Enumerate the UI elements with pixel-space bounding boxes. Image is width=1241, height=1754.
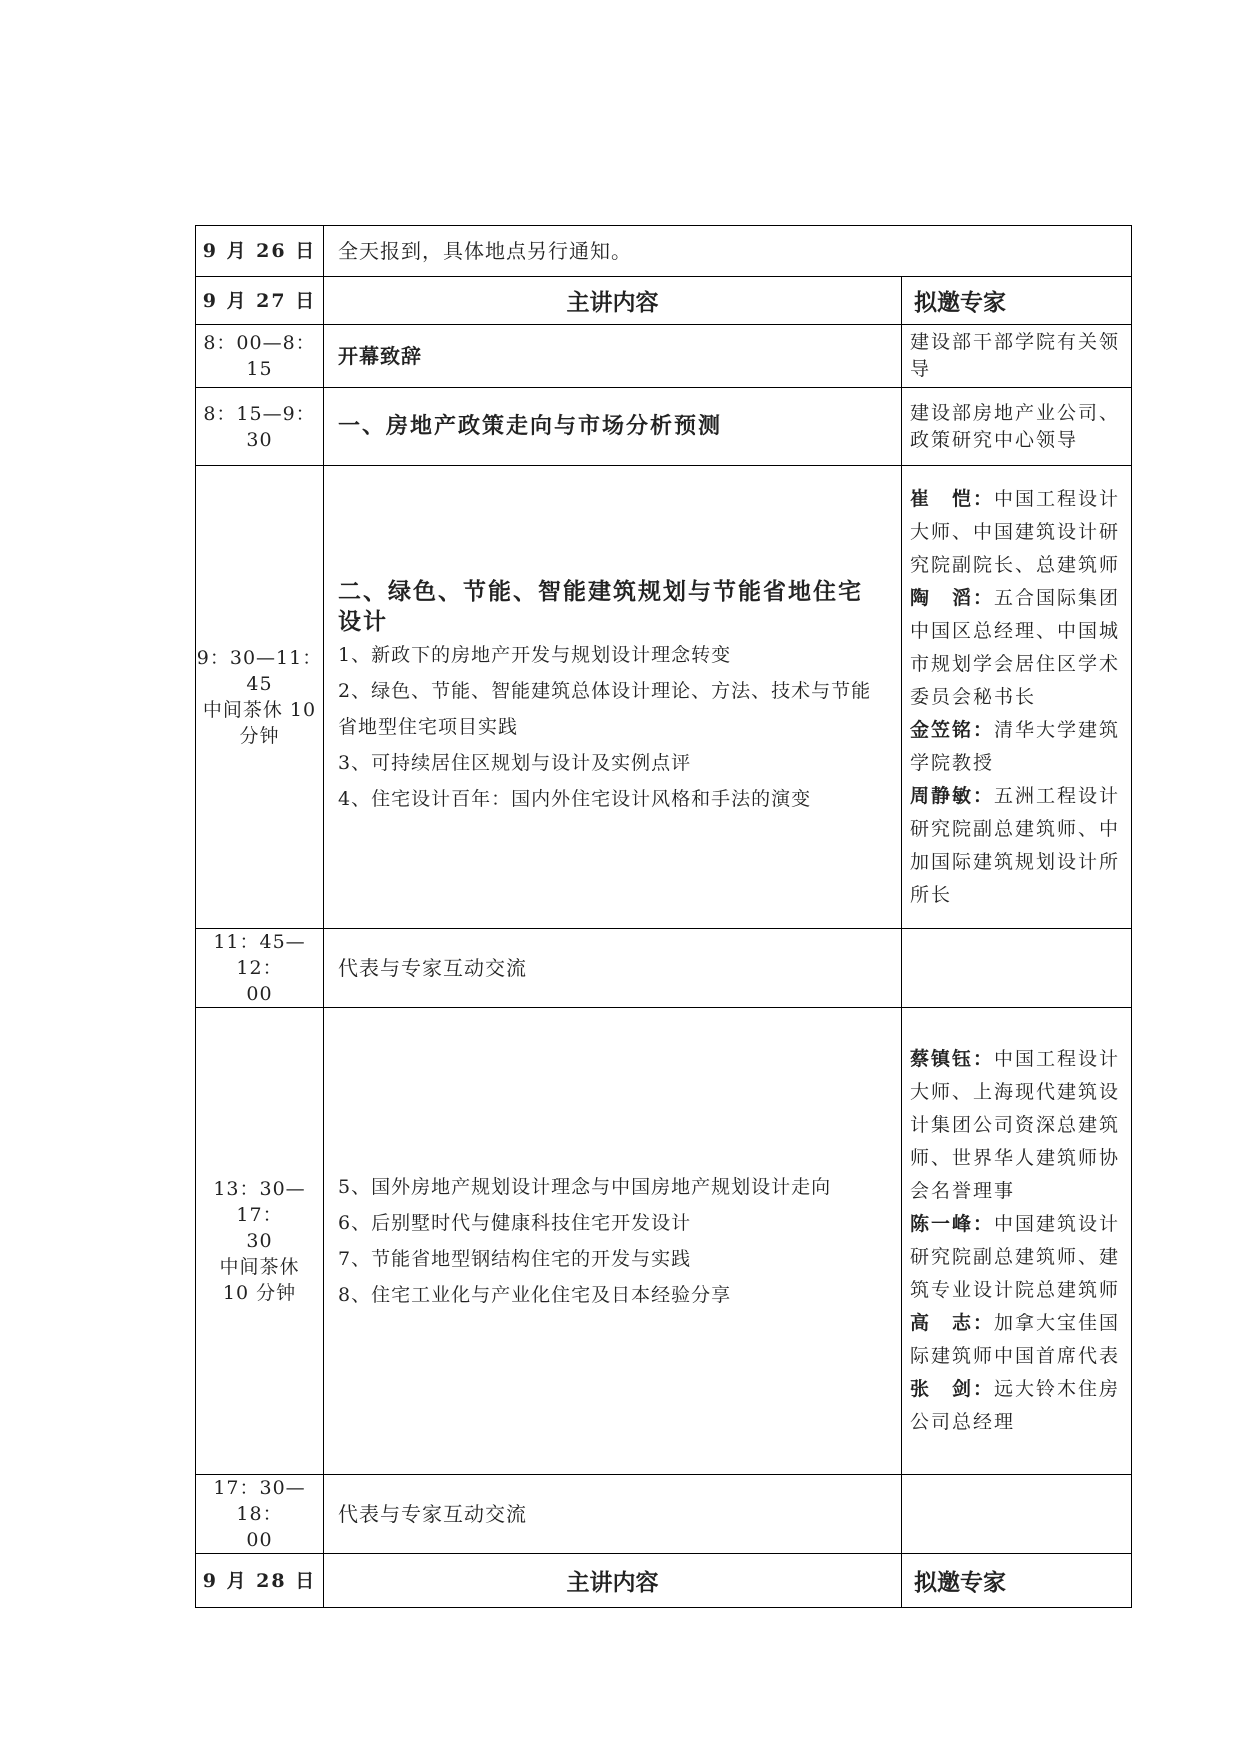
time-start: 17：30—18： [213, 1477, 306, 1525]
expert-entry [910, 780, 1123, 912]
time-end: 00 [246, 1529, 273, 1551]
list-item: 4、住宅设计百年：国内外住宅设计风格和手法的演变 [338, 788, 812, 810]
time-cell [196, 466, 324, 929]
experts-cell [902, 466, 1132, 929]
expert-entry [910, 582, 1123, 714]
experts-header: 拟邀专家 [902, 1554, 1132, 1608]
break-note: 10 分钟 [222, 1282, 297, 1304]
time-start: 13：30—17： [213, 1178, 306, 1226]
expert-entry [910, 1043, 1123, 1208]
content-header: 主讲内容 [324, 277, 902, 325]
experts-cell-empty [902, 929, 1132, 1008]
content-cell: 代表与专家互动交流 [324, 1475, 902, 1554]
registration-cell: 全天报到，具体地点另行通知。 [324, 226, 1132, 277]
date-label: 9 月 27 日 [202, 289, 317, 312]
expert-entry [910, 1307, 1123, 1373]
time-cell [196, 325, 324, 388]
expert-name: 张 剑： [910, 1378, 995, 1400]
expert-entry [910, 1373, 1123, 1439]
time-start: 8：00—8： [203, 332, 316, 354]
content-cell [324, 466, 902, 929]
content-header: 主讲内容 [324, 1554, 902, 1608]
table-row [196, 226, 1132, 277]
expert-entry [910, 1208, 1123, 1307]
date-cell [196, 277, 324, 325]
expert-name: 高 志： [910, 1312, 995, 1334]
session-title: 一、房地产政策走向与市场分析预测 [338, 413, 723, 439]
list-item: 8、住宅工业化与产业化住宅及日本经验分享 [338, 1284, 732, 1306]
list-item: 3、可持续居住区规划与设计及实例点评 [338, 752, 692, 774]
experts-header: 拟邀专家 [902, 277, 1132, 325]
time-end: 15 [246, 358, 273, 380]
expert-name: 陶 滔： [910, 586, 995, 609]
expert-desc: 中国工程设计大师、中国建筑设计研究院副院长、总建筑师 [910, 487, 1121, 576]
time-cell [196, 1008, 324, 1475]
expert-entry [910, 714, 1123, 780]
break-note: 中间茶休 [219, 1256, 300, 1278]
time-cell [196, 1475, 324, 1554]
experts-cell: 建设部房地产业公司、政策研究中心领导 [902, 388, 1132, 466]
experts-cell-empty [902, 1475, 1132, 1554]
expert-name: 崔 恺： [910, 487, 995, 510]
content-cell [324, 325, 902, 388]
list-item: 2、绿色、节能、智能建筑总体设计理论、方法、技术与节能省地型住宅项目实践 [338, 680, 872, 738]
break-note: 分钟 [239, 725, 280, 747]
time-start: 11：45—12： [213, 931, 306, 979]
experts-cell [902, 1008, 1132, 1475]
content-cell [324, 388, 902, 466]
session-title: 二、绿色、节能、智能建筑规划与节能省地住宅设计 [338, 579, 863, 635]
expert-desc: 五洲工程设计研究院副总建筑师、中加国际建筑规划设计所所长 [910, 784, 1121, 906]
list-item: 5、国外房地产规划设计理念与中国房地产规划设计走向 [338, 1176, 832, 1198]
content-cell: 代表与专家互动交流 [324, 929, 902, 1008]
list-item: 7、节能省地型钢结构住宅的开发与实践 [338, 1248, 692, 1270]
date-label: 9 月 28 日 [202, 1569, 317, 1592]
expert-desc: 中国工程设计大师、上海现代建筑设计集团公司资深总建筑师、世界华人建筑师协会名誉理事 [910, 1048, 1121, 1202]
expert-desc: 清华大学建筑学院教授 [910, 718, 1121, 774]
list-item: 6、后别墅时代与健康科技住宅开发设计 [338, 1212, 692, 1234]
opening-title: 开幕致辞 [338, 343, 422, 368]
expert-name: 蔡镇钰： [910, 1048, 995, 1070]
expert-name: 陈一峰： [910, 1213, 995, 1235]
break-note: 中间茶休 10 [202, 699, 317, 721]
schedule-table [195, 225, 1132, 1608]
time-end: 30 [246, 1230, 273, 1252]
expert-desc: 中国建筑设计研究院副总建筑师、建筑专业设计院总建筑师 [910, 1213, 1121, 1301]
time-end: 45 [246, 673, 273, 695]
time-start: 8：15—9： [203, 402, 316, 425]
expert-desc: 远大铃木住房公司总经理 [910, 1378, 1121, 1433]
table-header-row [196, 277, 1132, 325]
time-cell [196, 929, 324, 1008]
table-row [196, 1008, 1132, 1475]
table-row [196, 388, 1132, 466]
date-label: 9 月 26 日 [202, 240, 317, 262]
date-cell [196, 1554, 324, 1608]
expert-desc: 五合国际集团中国区总经理、中国城市规划学会居住区学术委员会秘书长 [910, 586, 1121, 708]
date-cell [196, 226, 324, 277]
time-start: 9：30—11： [196, 647, 323, 669]
expert-name: 金笠铭： [910, 718, 995, 741]
content-cell [324, 1008, 902, 1475]
table-row [196, 1475, 1132, 1554]
table-row [196, 466, 1132, 929]
time-end: 00 [246, 983, 273, 1005]
expert-name: 周静敏： [910, 784, 995, 807]
time-cell [196, 388, 324, 466]
experts-cell: 建设部干部学院有关领导 [902, 325, 1132, 388]
time-end: 30 [246, 428, 273, 451]
expert-desc: 加拿大宝佳国际建筑师中国首席代表 [910, 1312, 1121, 1367]
expert-entry [910, 483, 1123, 582]
table-row [196, 325, 1132, 388]
table-header-row [196, 1554, 1132, 1608]
list-item: 1、新政下的房地产开发与规划设计理念转变 [338, 644, 732, 666]
table-row [196, 929, 1132, 1008]
